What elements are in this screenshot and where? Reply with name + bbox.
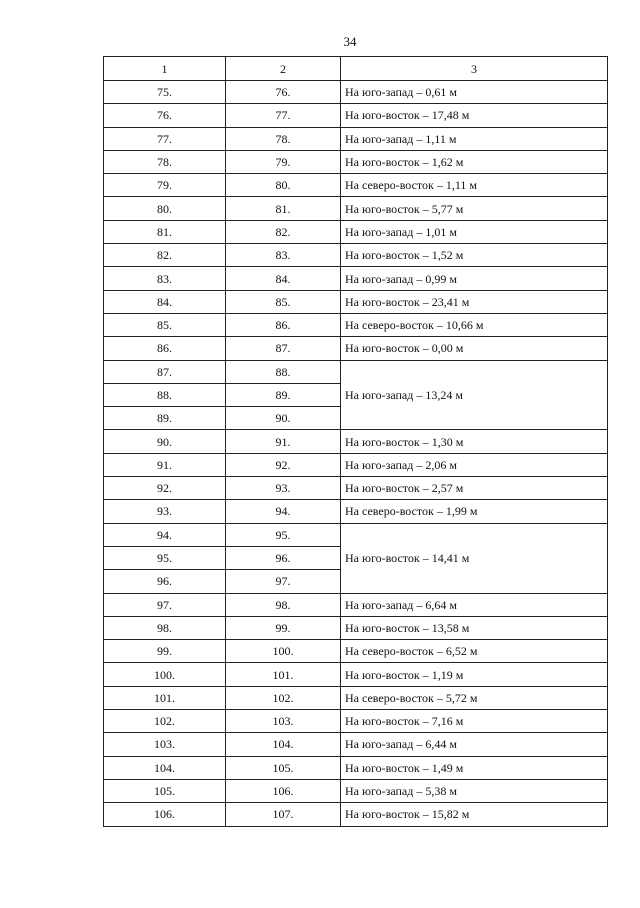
direction-distance-cell: На юго-восток – 1,30 м [341, 430, 608, 453]
table-row [104, 453, 608, 476]
table-row [104, 174, 608, 197]
direction-distance-cell: На северо-восток – 10,66 м [341, 313, 608, 336]
point-to-cell: 84. [226, 267, 341, 290]
direction-distance-cell: На юго-восток – 1,49 м [341, 756, 608, 779]
point-from-cell: 91. [104, 453, 226, 476]
point-to-cell: 78. [226, 127, 341, 150]
direction-distance-cell: На юго-восток – 1,62 м [341, 150, 608, 173]
point-to-cell: 87. [226, 337, 341, 360]
table-row [104, 360, 608, 383]
point-from-cell: 79. [104, 174, 226, 197]
boundary-table-container [103, 56, 607, 827]
table-row [104, 81, 608, 104]
direction-distance-cell: На юго-запад – 2,06 м [341, 453, 608, 476]
table-row [104, 756, 608, 779]
table-row [104, 803, 608, 826]
boundary-table [103, 56, 608, 827]
point-from-cell: 101. [104, 686, 226, 709]
point-from-cell: 93. [104, 500, 226, 523]
point-to-cell: 79. [226, 150, 341, 173]
point-from-cell: 77. [104, 127, 226, 150]
column-header-to: 2 [226, 57, 341, 81]
point-to-cell: 85. [226, 290, 341, 313]
point-to-cell: 99. [226, 616, 341, 639]
table-row [104, 640, 608, 663]
direction-distance-cell: На северо-восток – 6,52 м [341, 640, 608, 663]
point-to-cell: 90. [226, 407, 341, 430]
direction-distance-cell: На юго-восток – 15,82 м [341, 803, 608, 826]
point-to-cell: 91. [226, 430, 341, 453]
point-to-cell: 76. [226, 81, 341, 104]
table-row [104, 686, 608, 709]
table-row [104, 733, 608, 756]
point-from-cell: 92. [104, 477, 226, 500]
direction-distance-cell: На юго-запад – 5,38 м [341, 779, 608, 802]
table-row [104, 593, 608, 616]
point-from-cell: 85. [104, 313, 226, 336]
point-from-cell: 94. [104, 523, 226, 546]
point-from-cell: 97. [104, 593, 226, 616]
point-to-cell: 92. [226, 453, 341, 476]
table-row [104, 220, 608, 243]
table-row [104, 337, 608, 360]
table-row [104, 616, 608, 639]
point-from-cell: 100. [104, 663, 226, 686]
point-to-cell: 81. [226, 197, 341, 220]
direction-distance-cell: На северо-восток – 1,11 м [341, 174, 608, 197]
direction-distance-cell: На юго-восток – 7,16 м [341, 710, 608, 733]
column-header-from: 1 [104, 57, 226, 81]
table-row [104, 150, 608, 173]
point-from-cell: 105. [104, 779, 226, 802]
point-from-cell: 87. [104, 360, 226, 383]
point-to-cell: 86. [226, 313, 341, 336]
direction-distance-cell: На юго-восток – 2,57 м [341, 477, 608, 500]
point-from-cell: 89. [104, 407, 226, 430]
point-from-cell: 96. [104, 570, 226, 593]
point-from-cell: 82. [104, 244, 226, 267]
point-from-cell: 104. [104, 756, 226, 779]
point-to-cell: 94. [226, 500, 341, 523]
table-row [104, 104, 608, 127]
header-row [104, 57, 608, 81]
direction-distance-cell: На юго-восток – 23,41 м [341, 290, 608, 313]
direction-distance-cell: На юго-запад – 6,64 м [341, 593, 608, 616]
point-to-cell: 93. [226, 477, 341, 500]
point-to-cell: 88. [226, 360, 341, 383]
point-from-cell: 76. [104, 104, 226, 127]
point-from-cell: 106. [104, 803, 226, 826]
direction-distance-cell: На юго-восток – 17,48 м [341, 104, 608, 127]
table-row [104, 779, 608, 802]
point-to-cell: 77. [226, 104, 341, 127]
table-row [104, 244, 608, 267]
point-to-cell: 82. [226, 220, 341, 243]
point-to-cell: 89. [226, 383, 341, 406]
table-row [104, 500, 608, 523]
point-from-cell: 84. [104, 290, 226, 313]
direction-distance-cell: На юго-восток – 14,41 м [341, 523, 608, 593]
direction-distance-cell: На юго-запад – 1,01 м [341, 220, 608, 243]
direction-distance-cell: На северо-восток – 1,99 м [341, 500, 608, 523]
direction-distance-cell: На юго-запад – 1,11 м [341, 127, 608, 150]
table-row [104, 430, 608, 453]
point-from-cell: 75. [104, 81, 226, 104]
table-row [104, 313, 608, 336]
page-number: 34 [343, 34, 357, 49]
direction-distance-cell: На юго-запад – 0,99 м [341, 267, 608, 290]
point-to-cell: 107. [226, 803, 341, 826]
direction-distance-cell: На юго-восток – 1,19 м [341, 663, 608, 686]
table-body [104, 81, 608, 827]
point-from-cell: 90. [104, 430, 226, 453]
table-row [104, 127, 608, 150]
point-from-cell: 98. [104, 616, 226, 639]
point-from-cell: 83. [104, 267, 226, 290]
point-to-cell: 98. [226, 593, 341, 616]
point-to-cell: 100. [226, 640, 341, 663]
direction-distance-cell: На юго-восток – 0,00 м [341, 337, 608, 360]
direction-distance-cell: На юго-восток – 13,58 м [341, 616, 608, 639]
direction-distance-cell: На юго-запад – 6,44 м [341, 733, 608, 756]
point-to-cell: 106. [226, 779, 341, 802]
direction-distance-cell: На юго-запад – 13,24 м [341, 360, 608, 430]
point-from-cell: 80. [104, 197, 226, 220]
point-to-cell: 95. [226, 523, 341, 546]
point-from-cell: 103. [104, 733, 226, 756]
point-to-cell: 102. [226, 686, 341, 709]
table-row [104, 523, 608, 546]
direction-distance-cell: На юго-восток – 1,52 м [341, 244, 608, 267]
direction-distance-cell: На юго-восток – 5,77 м [341, 197, 608, 220]
point-to-cell: 103. [226, 710, 341, 733]
point-from-cell: 81. [104, 220, 226, 243]
table-header [104, 57, 608, 81]
point-from-cell: 88. [104, 383, 226, 406]
point-from-cell: 86. [104, 337, 226, 360]
table-row [104, 290, 608, 313]
point-to-cell: 96. [226, 546, 341, 569]
point-to-cell: 97. [226, 570, 341, 593]
point-to-cell: 104. [226, 733, 341, 756]
direction-distance-cell: На юго-запад – 0,61 м [341, 81, 608, 104]
point-from-cell: 102. [104, 710, 226, 733]
table-row [104, 710, 608, 733]
point-from-cell: 95. [104, 546, 226, 569]
point-to-cell: 80. [226, 174, 341, 197]
point-to-cell: 105. [226, 756, 341, 779]
table-row [104, 477, 608, 500]
point-to-cell: 101. [226, 663, 341, 686]
table-row [104, 197, 608, 220]
point-from-cell: 78. [104, 150, 226, 173]
table-row [104, 663, 608, 686]
table-row [104, 267, 608, 290]
direction-distance-cell: На северо-восток – 5,72 м [341, 686, 608, 709]
point-from-cell: 99. [104, 640, 226, 663]
column-header-direction: 3 [341, 57, 608, 81]
point-to-cell: 83. [226, 244, 341, 267]
